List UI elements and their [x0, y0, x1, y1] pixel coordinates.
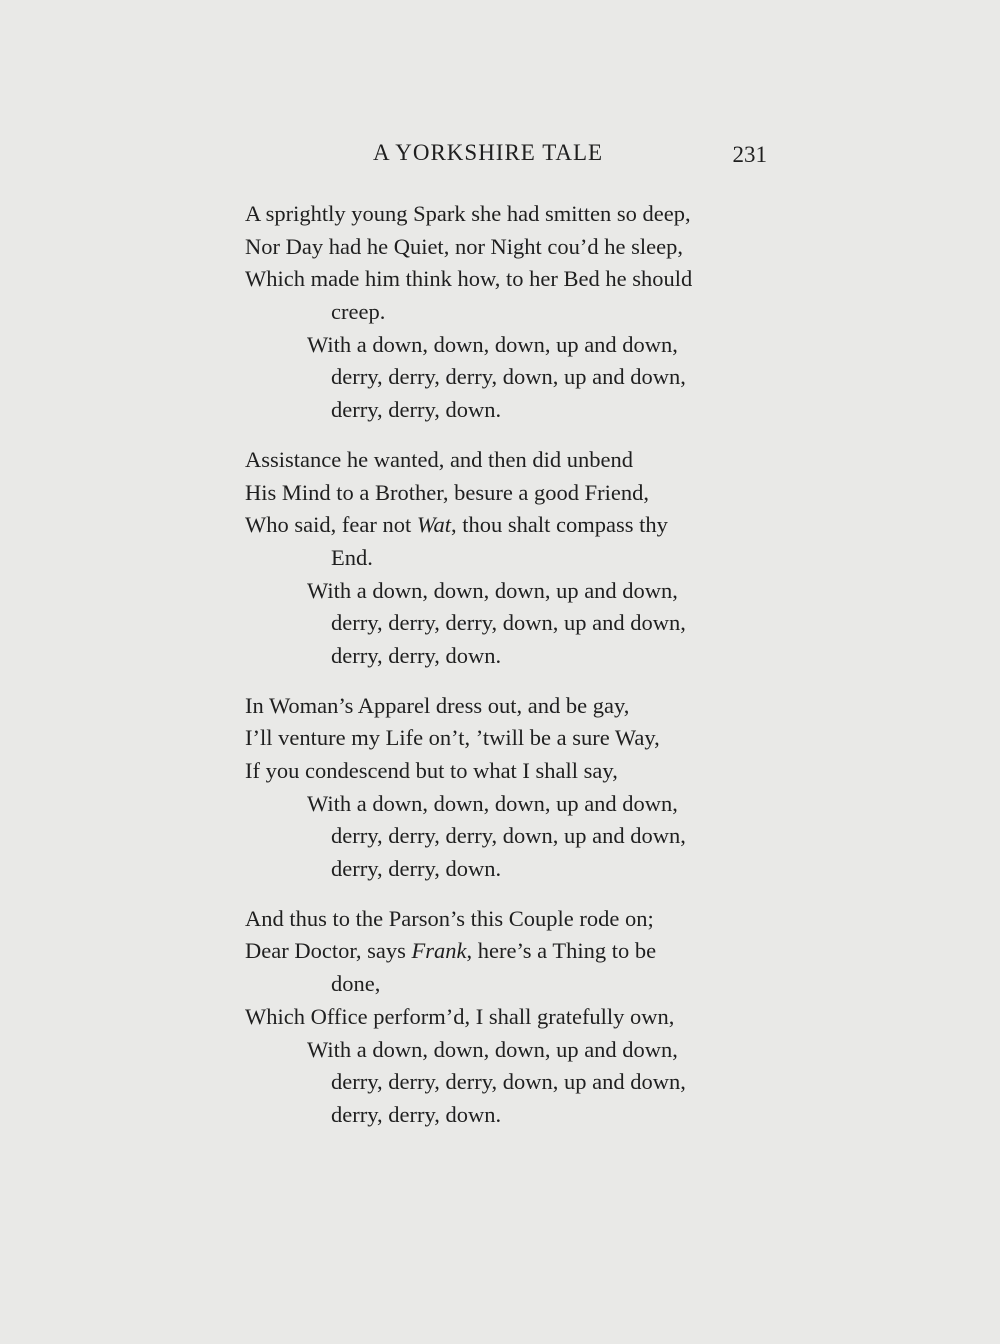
refrain-line: derry, derry, down. — [331, 1101, 502, 1127]
refrain-line: derry, derry, down. — [331, 642, 502, 668]
running-title: A YORKSHIRE TALE — [373, 140, 604, 165]
refrain-line: derry, derry, down. — [331, 397, 502, 423]
verse-line — [245, 935, 775, 968]
verse-line-continuation: creep. — [331, 299, 386, 325]
refrain-line: derry, derry, down. — [331, 856, 502, 882]
verse-line: His Mind to a Brother, besure a good Friend, — [245, 479, 650, 505]
refrain-line: derry, derry, derry, down, up and down, — [331, 823, 686, 849]
verse-line: Nor Day had he Quiet, nor Night cou’d he sleep, — [245, 233, 684, 259]
refrain-line: derry, derry, derry, down, up and down, — [331, 610, 686, 636]
line-text: , thou shalt compass thy — [451, 512, 668, 538]
verse-line-continuation: done, — [331, 971, 381, 997]
refrain-line: derry, derry, derry, down, up and down, — [331, 1069, 686, 1095]
refrain-line: With a down, down, down, up and down, — [307, 790, 678, 816]
page-number: 231 — [732, 142, 767, 167]
verse-line: If you condescend but to what I shall say, — [245, 758, 618, 783]
refrain-line: With a down, down, down, up and down, — [307, 577, 678, 603]
verse-line: And thus to the Parson’s this Couple rode on; — [245, 905, 654, 931]
verse-line: Which Office perform’d, I shall gratefully own, — [245, 1003, 675, 1029]
verse-line — [245, 509, 775, 542]
line-text: , here’s a Thing to be — [466, 938, 657, 964]
italic-name: Wat — [416, 512, 452, 538]
line-text: Who said, fear not — [245, 512, 417, 538]
poem — [245, 198, 775, 1149]
stanza-3 — [245, 690, 775, 886]
refrain-line: derry, derry, derry, down, up and down, — [331, 364, 686, 390]
stanza-1 — [245, 198, 775, 427]
stanza-2 — [245, 444, 775, 673]
verse-line-continuation: End. — [331, 544, 373, 570]
line-text: Dear Doctor, says — [245, 938, 412, 964]
verse-line: In Woman’s Apparel dress out, and be gay, — [245, 692, 630, 718]
refrain-line: With a down, down, down, up and down, — [307, 1036, 678, 1062]
verse-line: I’ll venture my Life on’t, ’twill be a sure Way, — [245, 725, 660, 751]
verse-line: A sprightly young Spark she had smitten so deep, — [245, 201, 691, 226]
stanza-4 — [245, 903, 775, 1132]
running-head — [373, 140, 767, 174]
italic-name: Frank — [411, 938, 467, 964]
refrain-line: With a down, down, down, up and down, — [307, 331, 678, 357]
verse-line: Assistance he wanted, and then did unbend — [245, 446, 634, 472]
verse-line: Which made him think how, to her Bed he should — [245, 266, 693, 292]
